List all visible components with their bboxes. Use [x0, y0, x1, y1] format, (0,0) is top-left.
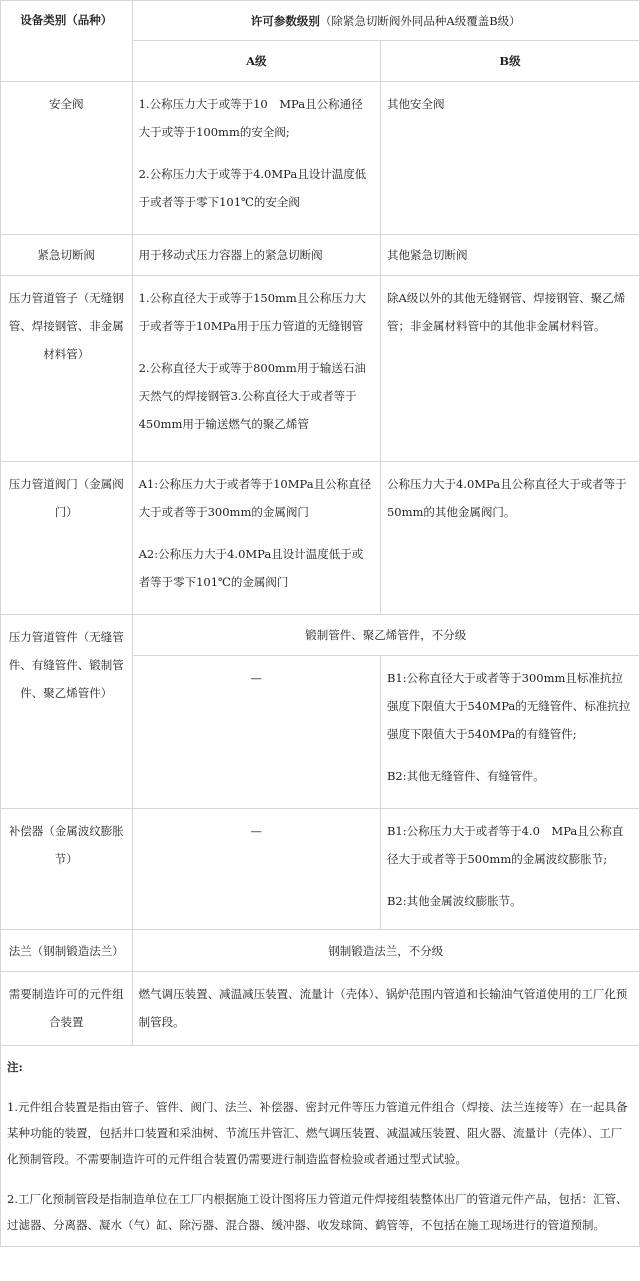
pipe-a-1: 1.公称直径大于或等于150mm且公称压力大于或者等于10MPa用于压力管道的无缝钢管: [138, 291, 366, 333]
row-safety-valve: [1, 82, 640, 235]
header-level-note: （除紧急切断阀外同品种A级覆盖B级）: [319, 13, 521, 28]
header-col-b: B级: [380, 41, 639, 82]
row-flange: [1, 930, 640, 972]
fittings-merged: 锻制管件、聚乙烯管件，不分级: [132, 615, 639, 656]
pipe-b: 除A级以外的其他无缝钢管、焊接钢管、聚乙烯管；非金属材料管中的其他非金属材料管。: [380, 276, 639, 462]
fittings-b-1: B1:公称直径大于或者等于300mm且标准抗拉强度下限值大于540MPa的无缝管件、标准抗拉强度下限值大于540MPa的有缝管件;: [386, 671, 631, 741]
flange-name: 法兰（钢制锻造法兰）: [1, 930, 133, 972]
notes-item-1: 1.元件组合装置是指由管子、管件、阀门、法兰、补偿器、密封元件等压力管道元件组合（焊接、法兰连接等）在一起具备某种功能的装置，包括井口装置和采油树、节流压井管汇、燃气调压装置、减温减压装置、阻火器、流量计（壳体）、工厂化预制管段。不需要制造许可的元件组合装置仍需要进行制造监督检验或者通过型式试验。: [7, 1100, 628, 1166]
safety-valve-a-1: 1.公称压力大于或等于10 MPa且公称通径大于或等于100mm的安全阀;: [138, 97, 363, 139]
row-pipe: [1, 276, 640, 462]
row-assembly: [1, 972, 640, 1046]
assembly-merged: 燃气调压装置、减温减压装置、流量计（壳体）、锅炉范围内管道和长输油气管道使用的工厂化预制管段。: [132, 972, 639, 1046]
fittings-a: —: [132, 656, 380, 809]
header-row: [1, 1, 640, 41]
pipe-name: 压力管道管子（无缝钢管、焊接钢管、非金属材料管）: [1, 276, 133, 462]
pipe-valve-a: [132, 462, 380, 615]
safety-valve-name: 安全阀: [1, 82, 133, 235]
row-fittings: [1, 615, 640, 656]
safety-valve-a-2: 2.公称压力大于或等于4.0MPa且设计温度低于或者等于零下101℃的安全阀: [138, 167, 367, 209]
assembly-name: 需要制造许可的元件组合装置: [1, 972, 133, 1046]
pipe-valve-a-2: A2:公称压力大于4.0MPa且设计温度低于或者等于零下101℃的金属阀门: [138, 547, 364, 589]
row-pipe-valve: [1, 462, 640, 615]
header-level-title: 许可参数级别: [250, 13, 320, 28]
header-col-a: A级: [132, 41, 380, 82]
compensator-a: —: [132, 809, 380, 930]
pipe-a-2: 2.公称直径大于或等于800mm用于输送石油天然气的焊接钢管3.公称直径大于或者等于450mm用于输送燃气的聚乙烯管: [138, 361, 366, 431]
flange-merged: 钢制锻造法兰，不分级: [132, 930, 639, 972]
compensator-b-1: B1:公称压力大于或者等于4.0 MPa且公称直径大于或者等于500mm的金属波纹膨胀节;: [386, 824, 624, 866]
emergency-valve-a: 用于移动式压力容器上的紧急切断阀: [132, 235, 380, 276]
header-category: 设备类别（品种）: [1, 1, 133, 82]
compensator-b-2: B2:其他金属波纹膨胀节。: [386, 894, 522, 908]
safety-valve-a: [132, 82, 380, 235]
pipe-valve-b: 公称压力大于4.0MPa且公称直径大于或者等于50mm的其他金属阀门。: [380, 462, 639, 615]
safety-valve-b: 其他安全阀: [380, 82, 639, 235]
notes-title: 注:: [7, 1060, 23, 1074]
fittings-b: [380, 656, 639, 809]
fittings-name: 压力管道管件（无缝管件、有缝管件、锻制管件、聚乙烯管件）: [1, 615, 133, 809]
notes-cell: [1, 1046, 640, 1247]
pipe-a: [132, 276, 380, 462]
pipe-valve-name: 压力管道阀门（金属阀门）: [1, 462, 133, 615]
compensator-name: 补偿器（金属波纹膨胀节）: [1, 809, 133, 930]
notes-item-2: 2.工厂化预制管段是指制造单位在工厂内根据施工设计图将压力管道元件焊接组装整体出厂的管道元件产品，包括：汇管、过滤器、分离器、凝水（气）缸、除污器、混合器、缓冲器、收发球筒、鹤管等，不包括在施工现场进行的管道预制。: [7, 1192, 628, 1232]
row-compensator: [1, 809, 640, 930]
pipe-valve-a-1: A1:公称压力大于或者等于10MPa且公称直径大于或者等于300mm的金属阀门: [138, 477, 372, 519]
header-level: [132, 1, 639, 41]
fittings-b-2: B2:其他无缝管件、有缝管件。: [386, 769, 545, 783]
emergency-valve-b: 其他紧急切断阀: [380, 235, 639, 276]
emergency-valve-name: 紧急切断阀: [1, 235, 133, 276]
row-notes: [1, 1046, 640, 1247]
row-emergency-valve: [1, 235, 640, 276]
compensator-b: [380, 809, 639, 930]
